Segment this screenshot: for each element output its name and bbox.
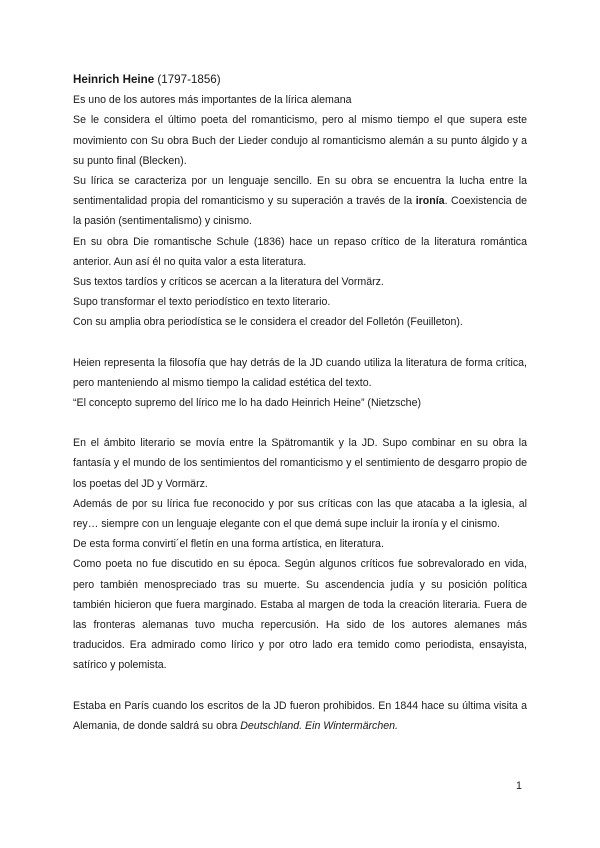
intro-paragraph-3-text-a: Su lírica se caracteriza por un lenguaje sencillo. En su obra se encuentra la lucha entre la sentimentalidad propia del romanticismo y su superación a través de la	[73, 175, 527, 208]
intro-paragraph-2: Se le considera el último poeta del romanticismo, pero al mismo tiempo el que supera este movimiento con Su obra Buch der Lieder condujo al romanticismo alemán a su punto álgido y a su punto final (Blecken).	[73, 114, 527, 167]
intro-paragraph-4: En su obra Die romantische Schule (1836) hace un repaso crítico de la literatura romántica anterior. Aun así él no quita valor a esta literatura.	[73, 235, 527, 268]
section2-paragraph-1: Heien representa la filosofía que hay detrás de la JD cuando utiliza la literatura de forma crítica, pero manteniendo al mismo tiempo la calidad estética del texto.	[73, 356, 527, 389]
intro-paragraph-3-text-b: . Coexistencia de la pasión (sentimentalismo) y cinismo.	[73, 195, 528, 228]
intro-paragraph-6: Supo transformar el texto periodístico en texto literario.	[73, 296, 331, 309]
section3-paragraph-2: Además de por su lírica fue reconocido y por sus críticas con las que atacaba a la iglesia, al rey… siempre con un lenguaje elegante con el que demá supe incluir la ironía y el cinismo.	[73, 497, 527, 531]
document-body	[73, 70, 527, 736]
irony-term: ironía	[415, 195, 445, 208]
intro-paragraph-5: Sus textos tardíos y críticos se acercan a la literatura del Vormärz.	[73, 276, 384, 289]
document-title	[73, 70, 527, 90]
section3-paragraph-4: Como poeta no fue discutido en su época. Según algunos críticos fue sobrevalorado en vida, pero también menospreciado tras su muerte. Su ascendencia judía y su posición política también hicieron que fuera marginado. Estaba al margen de toda la creación literaria. Fuera de las fronteras alemanas tuvo mucha repercusión. Ha sido de los autores alemanes más traducidos. Era admirado como lírico y por otro lado era temido como periodista, ensayista, satírico y polemista.	[73, 558, 527, 672]
page-number: 1	[516, 780, 522, 792]
intro-paragraph-3	[73, 171, 527, 232]
nietzsche-quote: “El concepto supremo del lírico me lo ha dado Heinrich Heine” (Nietzsche)	[73, 397, 421, 410]
paragraph-gap	[73, 333, 527, 353]
paragraph-gap	[73, 413, 527, 433]
author-name: Heinrich Heine	[73, 73, 155, 86]
section4-paragraph-1	[73, 696, 527, 736]
intro-paragraph-1: Es uno de los autores más importantes de la lírica alemana	[73, 94, 352, 107]
section3-paragraph-3: De esta forma convirti´el fletín en una forma artística, en literatura.	[73, 538, 384, 551]
work-title: Deutschland. Ein Wintermärchen.	[240, 719, 398, 732]
intro-paragraph-7: Con su amplia obra periodística se le considera el creador del Folletón (Feuilleton).	[73, 316, 463, 329]
paragraph-gap	[73, 676, 527, 696]
section3-paragraph-1: En el ámbito literario se movía entre la Spätromantik y la JD. Supo combinar en su obra la fantasía y el mundo de los sentimientos del romanticismo y el sentimiento de desgarro propio de los poetas del JD y Vormärz.	[73, 437, 527, 490]
section4-text-a: Estaba en París cuando los escritos de la JD fueron prohibidos. En 1844 hace su última visita a Alemania, de donde saldrá su obra	[73, 699, 527, 732]
author-dates: (1797-1856)	[157, 73, 221, 86]
